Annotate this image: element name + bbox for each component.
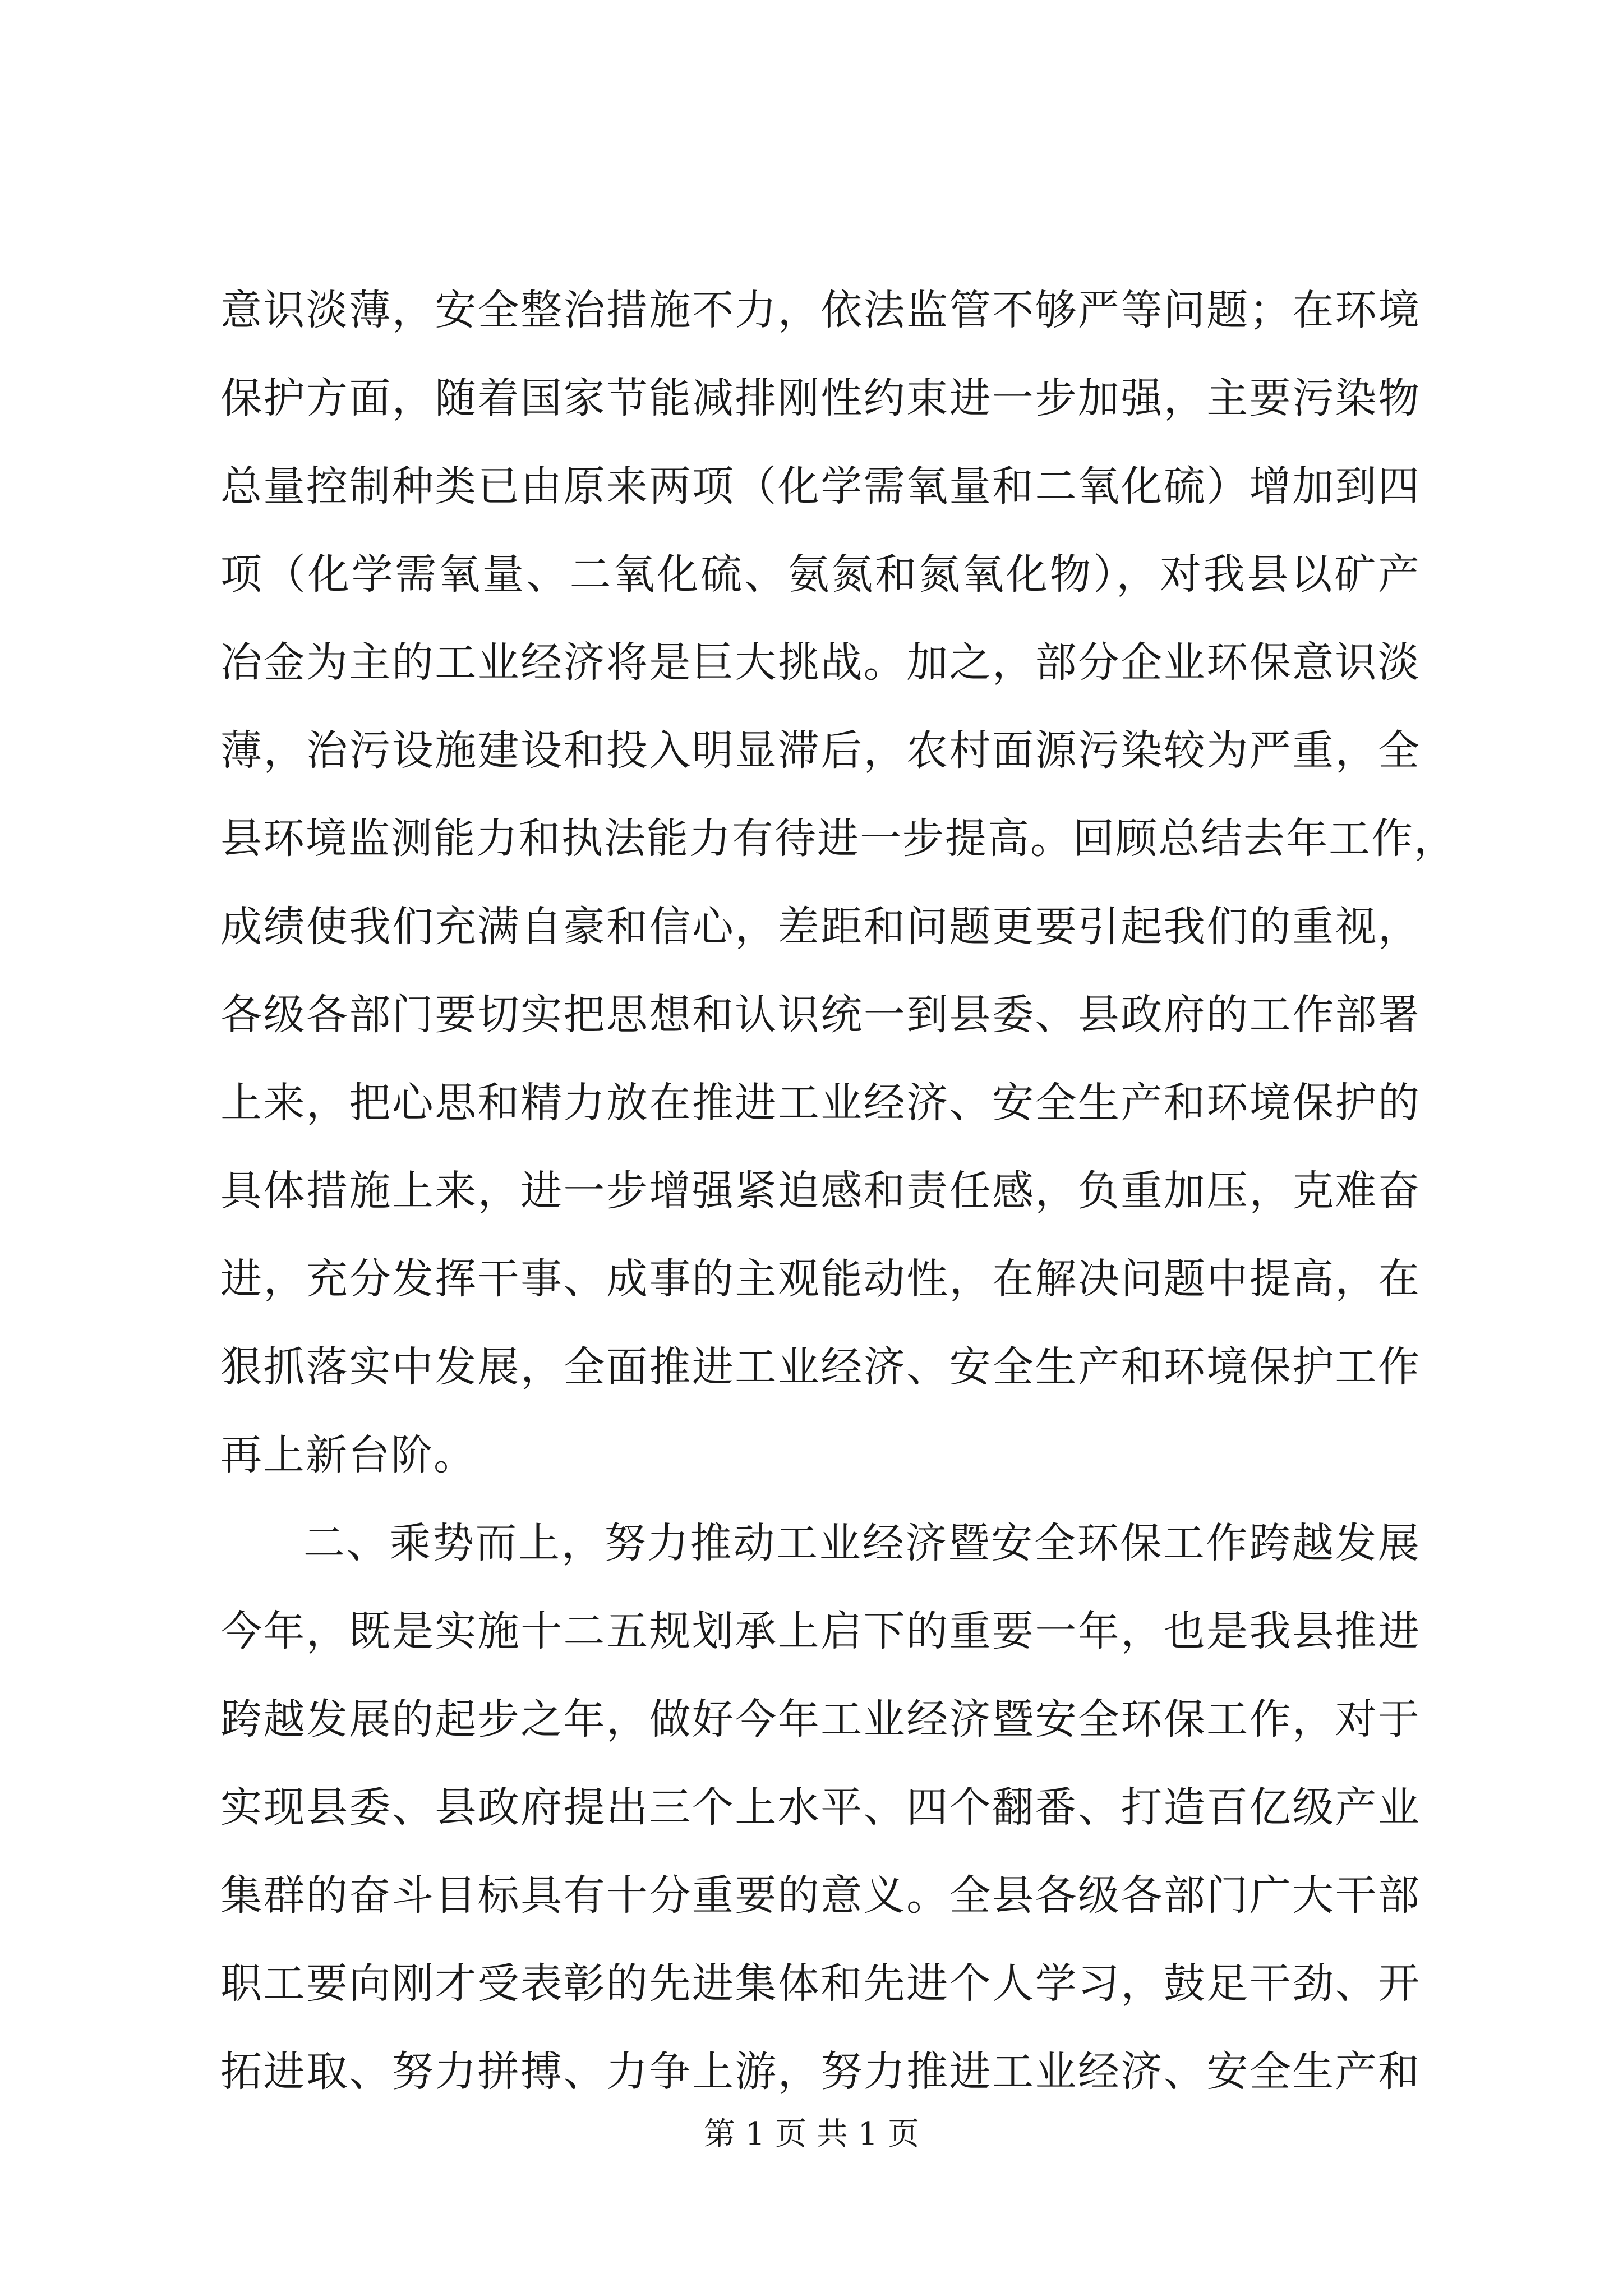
text-line: 保护方面，随着国家节能减排刚性约束进一步加强，主要污染物 — [220, 374, 1421, 422]
text-line: 意识淡薄，安全整治措施不力，依法监管不够严等问题；在环境 — [220, 286, 1421, 334]
text-line: 拓进取、努力拼搏、力争上游，努力推进工业经济、安全生产和 — [220, 2047, 1421, 2096]
text-line: 县环境监测能力和执法能力有待进一步提高。回顾总结去年工作， — [220, 815, 1456, 863]
text-line: 薄，治污设施建设和投入明显滞后，农村面源污染较为严重，全 — [220, 726, 1421, 775]
text-line: 再上新台阶。 — [220, 1431, 476, 1479]
body-text — [220, 266, 1456, 2116]
text-line: 进，充分发挥干事、成事的主观能动性，在解决问题中提高，在 — [220, 1255, 1421, 1303]
section-heading: 二、乘势而上，努力推动工业经济暨安全环保工作跨越发展 — [303, 1519, 1421, 1567]
text-line: 总量控制种类已由原来两项（化学需氧量和二氧化硫）增加到四 — [220, 462, 1421, 510]
text-line: 实现县委、县政府提出三个上水平、四个翻番、打造百亿级产业 — [220, 1783, 1421, 1832]
text-line: 各级各部门要切实把思想和认识统一到县委、县政府的工作部署 — [220, 991, 1421, 1039]
text-line: 上来，把心思和精力放在推进工业经济、安全生产和环境保护的 — [220, 1079, 1421, 1127]
text-line: 狠抓落实中发展，全面推进工业经济、安全生产和环境保护工作 — [220, 1343, 1421, 1391]
text-line: 项（化学需氧量、二氧化硫、氨氮和氮氧化物），对我县以矿产 — [220, 550, 1421, 599]
text-line: 具体措施上来，进一步增强紧迫感和责任感，负重加压，克难奋 — [220, 1167, 1421, 1215]
text-line: 今年，既是实施十二五规划承上启下的重要一年，也是我县推进 — [220, 1607, 1421, 1655]
text-line: 冶金为主的工业经济将是巨大挑战。加之，部分企业环保意识淡 — [220, 638, 1421, 687]
text-line: 跨越发展的起步之年，做好今年工业经济暨安全环保工作，对于 — [220, 1695, 1421, 1743]
text-line: 集群的奋斗目标具有十分重要的意义。全县各级各部门广大干部 — [220, 1871, 1421, 1920]
page-footer: 第 1 页 共 1 页 — [703, 2116, 920, 2152]
text-line: 成绩使我们充满自豪和信心，差距和问题更要引起我们的重视， — [220, 903, 1421, 951]
text-line: 职工要向刚才受表彰的先进集体和先进个人学习，鼓足干劲、开 — [220, 1959, 1421, 2008]
